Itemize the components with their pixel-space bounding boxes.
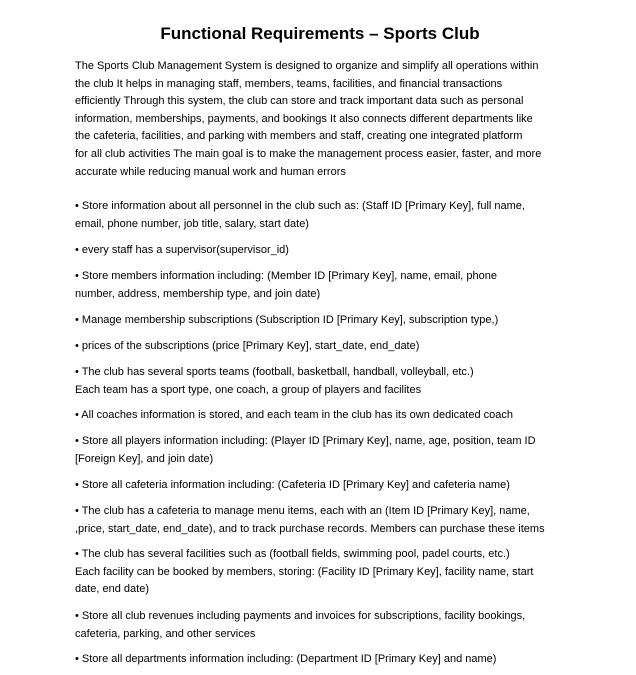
intro-line: efficiently Through this system, the club can store and track important data such as personal — [75, 95, 524, 108]
requirement-item-cafeteria — [75, 477, 575, 495]
requirement-item-supervisor — [75, 242, 575, 260]
requirement-item-subscriptions — [75, 312, 575, 330]
intro-line: information, memberships, payments, and bookings It also connects different departments like — [75, 112, 533, 125]
requirement-line: • every staff has a supervisor(supervisor_id) — [75, 244, 289, 256]
requirement-line: Each facility can be booked by members, storing: (Facility ID [Primary Key], facility name, start — [75, 565, 534, 578]
requirement-line: ,price, start_date, end_date), and to track purchase records. Members can purchase these items — [75, 522, 545, 535]
requirement-item-prices — [75, 338, 575, 356]
requirement-line: • The club has several sports teams (football, basketball, handball, volleyball, etc.) — [75, 366, 474, 378]
requirement-line: • All coaches information is stored, and each team in the club has its own dedicated coach — [75, 409, 513, 421]
requirement-line: • The club has several facilities such as (football fields, swimming pool, padel courts, etc.) — [75, 548, 510, 560]
requirement-line: cafeteria, parking, and other services — [75, 627, 256, 640]
intro-line: for all club activities The main goal is to make the management process easier, faster, and more — [75, 147, 542, 160]
requirement-item-departments — [75, 651, 575, 669]
requirement-line: date, end date) — [75, 583, 150, 596]
requirement-item-staff-info — [75, 198, 575, 233]
requirement-item-coaches — [75, 407, 575, 425]
requirement-line: • prices of the subscriptions (price [Primary Key], start_date, end_date) — [75, 340, 420, 352]
requirement-line: email, phone number, job title, salary, start date) — [75, 217, 309, 230]
intro-line: the cafeteria, facilities, and parking with members and staff, creating one integrated platform — [75, 130, 523, 143]
intro-line: the club It helps in managing staff, members, teams, facilities, and financial transactions — [75, 77, 503, 90]
intro-line: accurate while reducing manual work and human errors — [75, 165, 346, 178]
requirement-line: • Manage membership subscriptions (Subscription ID [Primary Key], subscription type,) — [75, 314, 499, 326]
requirement-line: number, address, membership type, and join date) — [75, 287, 321, 300]
requirement-line: • Store all players information including: (Player ID [Primary Key], name, age, position, team ID — [75, 435, 536, 447]
requirement-line: • Store all club revenues including payments and invoices for subscriptions, facility bookings, — [75, 610, 526, 622]
requirement-line: • Store members information including: (Member ID [Primary Key], name, email, phone — [75, 270, 498, 282]
requirement-item-players — [75, 433, 575, 468]
requirement-line: Each team has a sport type, one coach, a group of players and facilites — [75, 383, 422, 396]
intro-line: The Sports Club Management System is designed to organize and simplify all operations within — [75, 60, 539, 72]
requirement-line: • Store information about all personnel in the club such as: (Staff ID [Primary Key], full name, — [75, 200, 525, 212]
requirement-line: • Store all departments information including: (Department ID [Primary Key] and name) — [75, 653, 497, 665]
intro-paragraph — [75, 58, 565, 181]
requirement-item-menu-items — [75, 503, 575, 538]
requirement-line: • The club has a cafeteria to manage menu items, each with an (Item ID [Primary Key], name, — [75, 505, 530, 517]
requirement-item-facilities — [75, 546, 575, 599]
requirement-line: • Store all cafeteria information including: (Cafeteria ID [Primary Key] and cafeteria name) — [75, 479, 510, 491]
requirement-item-teams — [75, 364, 575, 399]
requirement-line: [Foreign Key], and join date) — [75, 452, 214, 465]
requirement-item-revenues — [75, 608, 575, 643]
document-title: Functional Requirements – Sports Club — [160, 24, 480, 43]
requirement-item-members — [75, 268, 575, 303]
